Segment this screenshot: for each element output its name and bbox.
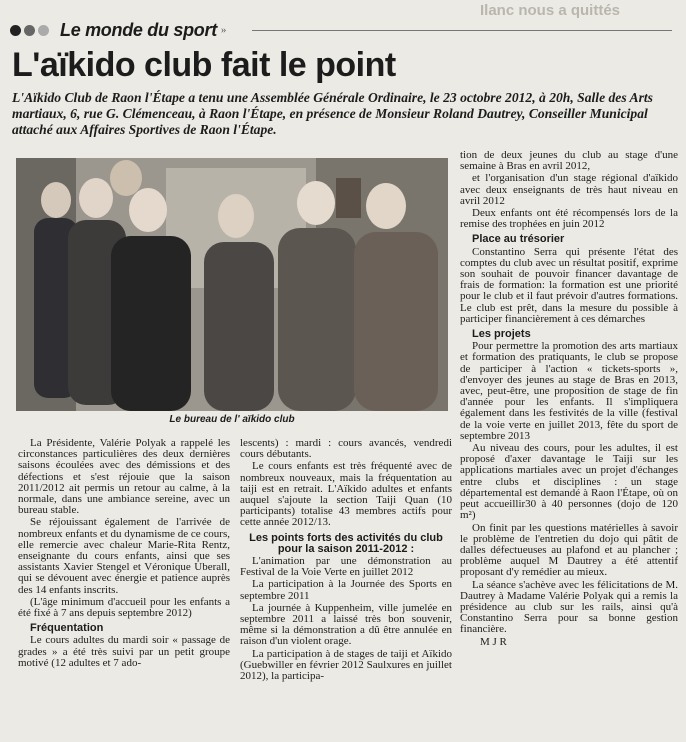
article-column-1 xyxy=(18,438,230,670)
photo-caption: Le bureau de l' aïkido club xyxy=(169,414,295,425)
article-column-3 xyxy=(460,150,678,649)
paragraph: et l'organisation d'un stage régional d'aïkido avec deux enseignants de très haut niveau en avril 2012 xyxy=(460,172,678,207)
paragraph: La participation à de stages de taiji et Aïkido (Guebwiller en février 2012 Saulxures en juillet 2012), la participa- xyxy=(240,647,452,683)
paragraph: La participation à la Journée des Sports en septembre 2011 xyxy=(240,578,452,602)
paragraph: Le cours enfants est très fréquenté avec de nombreux nouveaux, mais la fréquentation au taiji est en retrait. L'Aïkido adultes et enfants auquel s'ajoute la section Taiji Quan (10 participants) totalise 43 membres actifs pour cette année 2012/13. xyxy=(240,460,452,529)
paragraph: Deux enfants ont été récompensés lors de la remise des trophées en juin 2012 xyxy=(460,207,678,231)
paragraph: Au niveau des cours, pour les adultes, il est proposé d'axer davantage le Taiji sur les applications martiales avec un projet d'échanges entre clubs et disciplines : un stage départemental est demandé à Raon l'Étape, où on peut accueillir30 à 40 personnes (dojo de 120 m²) xyxy=(460,442,678,522)
paragraph: lescents) : mardi : cours avancés, vendredi cours débutants. xyxy=(240,437,452,461)
subheading: Les projets xyxy=(472,328,531,341)
chevron-right-icon: » xyxy=(220,24,227,36)
paragraph: Le cours adultes du mardi soir « passage de grades » a été très suivi par un petit groupe motivé (12 adultes et 7 ado- xyxy=(18,634,230,669)
bullet-dot-icon xyxy=(24,25,35,36)
paragraph: La Présidente, Valérie Polyak a rappelé les circonstances particulières des deux dernières saisons écoulées avec des démissions et des défections et s'est réjouie que la saison 2011/2012 ait permis un retour au calme, à la normale, dans une ambiance sereine, avec un bureau stable. xyxy=(18,437,230,517)
bullet-dot-icon xyxy=(38,25,49,36)
article-column-2 xyxy=(240,438,452,683)
rubric-divider xyxy=(252,30,672,31)
section-title: Le monde du sport xyxy=(60,19,217,40)
paragraph: Constantino Serra qui présente l'état des comptes du club avec un résultat positif, exprime son souhait de pouvoir financer davantage de frais de formation: la formation est une priorité pour le club et il faut prévoir d'autres formations. Le club est prêt, dans la mesure du possible à participer financièrement à ces démarches xyxy=(460,245,678,325)
section-rubric xyxy=(10,18,226,42)
paragraph: Pour permettre la promotion des arts martiaux et formation des pratiquants, le club se propose de participer à l'action « tickets-sports », d'envoyer des jeunes au stage de Bras en 2013, avec, peut-être, une proposition de stage de fin d'année pour les enfants. Il s'impliquera également dans les festivités de la ville (festival de la voie verte en juillet 2013, fête du sport de septembre 2013 xyxy=(460,340,678,442)
photo-illustration xyxy=(16,158,448,411)
paragraph: L'animation par une démonstration au Festival de la Voie Verte en juillet 2012 xyxy=(240,555,452,579)
subheading: Les points forts des activités du club pour la saison 2011-2012 : xyxy=(249,531,443,555)
subheading: Place au trésorier xyxy=(472,233,565,246)
paragraph: La journée à Kuppenheim, ville jumelée en septembre 2011 a laissé très bon souvenir, même si la démonstration a dû être annulée en raison d'un violent orage. xyxy=(240,601,452,648)
paragraph: (L'âge minimum d'accueil pour les enfants a été fixé à 7 ans depuis septembre 2012) xyxy=(18,595,230,620)
subheading: Fréquentation xyxy=(30,622,104,635)
group-photo xyxy=(16,158,448,411)
bullet-dot-icon xyxy=(10,25,21,36)
lead-paragraph: L'Aïkido Club de Raon l'Étape a tenu une Assemblée Générale Ordinaire, le 23 octobre 2012, à 20h, Salle des Arts martiaux, 6, rue G. Clémenceau, à Raon l'Étape, en présence de Monsieur Roland Dautrey, Conseiller Municipal attaché aux Affaires Sportives de Raon l'Étape. xyxy=(12,90,653,137)
paragraph: On finit par les questions matérielles à savoir le problème de l'entretien du dojo qui pâtit de dalles défectueuses au plafond et au plancher ; problème auquel M Dautrey a été attentif proposant d'y remédier au mieux. xyxy=(460,521,678,579)
signature: M J R xyxy=(480,635,507,648)
headline: L'aïkido club fait le point xyxy=(12,46,396,84)
paragraph: tion de deux jeunes du club au stage d'une semaine à Bras en avril 2012, xyxy=(460,149,678,173)
bleed-through-text: Ilanc nous a quittés xyxy=(480,2,621,19)
paragraph: Se réjouissant également de l'arrivée de nombreux enfants et du dynamisme de ce cours, elle remercie avec chaleur Marie-Rita Rentz, enseignante du cours enfants, ainsi que ses assistants Xavier Stengel et Véronique Uberall, qui se dévouent avec énergie et patience auprès des 14 enfants inscrits. xyxy=(18,516,230,596)
paragraph: La séance s'achève avec les félicitations de M. Dautrey à Madame Valérie Polyak qui a remis la présidence au club sur les rails, ainsi qu'à Constantino Serra pour sa bonne gestion financière. xyxy=(460,578,678,636)
